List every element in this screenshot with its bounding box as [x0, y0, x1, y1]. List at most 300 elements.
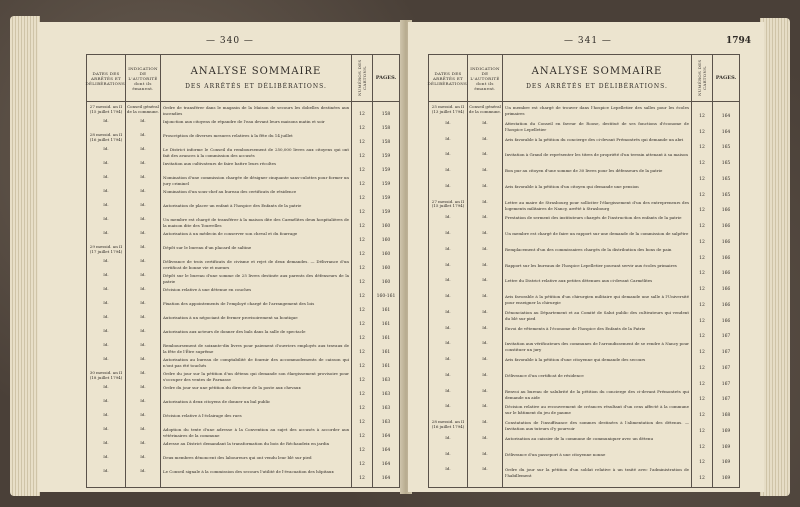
row-summary: Nomination d'un sous-chef au bureau des certificats de résidence: [163, 189, 297, 194]
row-date: Id.: [103, 328, 109, 333]
row-authority: Id.: [482, 119, 488, 125]
row-summary: Avis favorable à la pétition d'une citoyenne qui demande des secours: [505, 357, 646, 362]
row-authority: Id.: [140, 426, 146, 431]
row-summary: Bon pur au citoyen d'une somme de 30 livres pour les défenseurs de la patrie: [505, 168, 663, 173]
row-authority: Id.: [482, 261, 488, 267]
row-date: Id.: [103, 412, 109, 417]
row-date: 28 messid. an II (16 juillet 1794): [89, 132, 123, 142]
row-page-number: 160-161: [376, 294, 396, 299]
row-authority: Id.: [482, 293, 488, 298]
row-date: Id.: [103, 440, 109, 445]
table-row: [429, 404, 739, 420]
row-date: Id.: [445, 135, 451, 141]
row-summary: Autorisation au caissier de la commune de communiquer avec un détenu: [505, 435, 654, 441]
numeros-column-header: [352, 55, 372, 101]
row-authority: Id.: [482, 151, 488, 157]
row-authority: Id.: [140, 272, 146, 277]
row-carton-number: 12: [359, 336, 365, 341]
row-date: 28 messid. an II (16 juillet 1794): [431, 419, 465, 429]
row-page-number: 169: [721, 460, 731, 466]
row-summary: Lettre du District relative aux petites détenues aux ci-devant Carmélites: [505, 278, 653, 284]
row-page-number: 166: [721, 271, 731, 277]
row-summary: Renvoi au bureau de salubrité de la pétition du concierge des ci-devant Prémontrés qui demande un aide: [505, 388, 689, 400]
row-page-number: 164: [381, 448, 391, 453]
row-summary: Adoption du texte d'une adresse à la Convention au sujet des accusés à accorder aux vétérinaires de la commune: [163, 427, 349, 438]
table-row: [429, 389, 739, 405]
row-summary: Un membre est chargé de faire un rapport sur une demande de la commission de salpêtre: [505, 231, 689, 236]
dates-column-header: DATES DES ARRÊTÉS ET DÉLIBÉRATIONS.: [85, 70, 127, 86]
row-date: Id.: [103, 468, 109, 473]
row-authority: Id.: [140, 370, 146, 375]
row-carton-number: 12: [359, 238, 365, 243]
row-date: Id.: [445, 151, 451, 157]
row-date: Id.: [103, 384, 109, 389]
row-summary: Le Conseil signale à la commission des secours l'utilité de l'évacuation des hôpitaux: [163, 469, 334, 474]
row-authority: Id.: [482, 403, 488, 409]
row-page-number: 158: [381, 140, 391, 145]
row-date: Id.: [103, 342, 109, 347]
table-row: [87, 161, 399, 175]
row-page-number: 168: [721, 413, 731, 418]
row-authority: Id.: [482, 230, 488, 235]
row-carton-number: 12: [359, 224, 365, 229]
row-date: Id.: [103, 216, 109, 221]
row-summary: Deux membres dénoncent des laboureurs qui ont vendu leur blé sur pied: [163, 455, 312, 460]
row-page-number: 164: [721, 113, 731, 119]
row-page-number: 165: [721, 176, 731, 182]
table-row: [87, 301, 399, 315]
row-authority: Id.: [140, 244, 146, 249]
row-carton-number: 12: [699, 428, 705, 434]
row-authority: Id.: [482, 434, 488, 440]
row-page-number: 163: [381, 378, 391, 383]
row-summary: Délivrance d'un certificat de résidence: [505, 372, 584, 378]
row-date: Id.: [445, 167, 451, 172]
row-carton-number: 12: [699, 239, 705, 245]
row-carton-number: 12: [699, 161, 705, 166]
row-carton-number: 12: [359, 266, 365, 271]
row-date: Id.: [445, 434, 451, 440]
row-summary: Envoi de vêtements à l'économe de l'hospice des Enfants de la Patrie: [505, 325, 646, 331]
row-summary: Attestation du Conseil en faveur de Roose, destitué de ses fonctions d'économe de l'hospice Lepelletier: [505, 120, 689, 132]
page-number: — 341 —: [564, 36, 612, 46]
row-summary: Décision relative à une détenue en couches: [163, 287, 252, 292]
row-page-number: 160: [381, 266, 391, 271]
row-carton-number: 12: [359, 364, 365, 369]
table-header: [429, 55, 739, 102]
row-carton-number: 12: [699, 334, 705, 340]
row-page-number: 166: [721, 287, 731, 292]
row-page-number: 161: [381, 350, 391, 355]
row-page-number: 158: [381, 126, 391, 131]
row-authority: Id.: [140, 286, 146, 291]
table-row: [87, 385, 399, 399]
row-page-number: 166: [721, 239, 731, 245]
row-authority: Id.: [140, 160, 146, 165]
row-page-number: 165: [721, 161, 731, 166]
table-row: [429, 200, 739, 216]
row-summary: Décision relative au recouvrement de créances résultant d'un cens affecté à la commune sur le bâtiment du jeu de paume: [505, 404, 689, 416]
row-authority: Id.: [140, 216, 146, 221]
table-row: [429, 137, 739, 153]
row-carton-number: 12: [359, 322, 365, 327]
table-row: [429, 231, 739, 247]
row-date: Id.: [445, 119, 451, 125]
row-carton-number: 12: [359, 476, 365, 481]
table-row: [429, 278, 739, 294]
row-carton-number: 12: [359, 140, 365, 145]
row-date: Id.: [103, 454, 109, 459]
row-summary: Dénonciation au Département et au Comité de Salut public des cultivateurs qui vendent du blé sur pied: [505, 309, 689, 321]
right-page: [408, 22, 764, 492]
row-summary: Autorisation au bureau de comptabilité de fournir des accommodements de caisson qui n'ont pas été touchés: [163, 357, 349, 368]
table-row: [87, 133, 399, 147]
row-authority: Id.: [140, 174, 146, 179]
row-authority: Id.: [140, 342, 146, 347]
row-carton-number: 12: [699, 224, 705, 229]
row-date: Id.: [445, 230, 451, 235]
row-date: Id.: [103, 258, 109, 263]
table-row: [429, 310, 739, 326]
row-page-number: 163: [381, 406, 391, 411]
table-row: [87, 287, 399, 301]
table-row: [429, 168, 739, 184]
row-authority: Id.: [482, 277, 488, 283]
row-authority: Id.: [482, 387, 488, 393]
row-date: Id.: [103, 426, 109, 431]
row-authority: Id.: [482, 167, 488, 172]
row-date: Id.: [445, 324, 451, 330]
row-authority: Conseil général de la commune.: [126, 104, 160, 114]
row-carton-number: 12: [699, 255, 705, 261]
register-table: [428, 54, 740, 488]
row-date: Id.: [445, 356, 451, 361]
row-date: Id.: [103, 286, 109, 291]
row-date: Id.: [103, 398, 109, 403]
row-authority: Id.: [140, 258, 146, 263]
row-summary: Un membre est chargé de trouver dans l'hospice Lepelletier des salles pour les écoles primaires: [505, 105, 689, 116]
row-page-number: 166: [721, 208, 731, 214]
row-page-number: 169: [721, 476, 731, 481]
row-summary: Proscription de diverses mesures relatives à la fête du 14 juillet: [163, 133, 293, 138]
row-date: Id.: [445, 293, 451, 298]
row-authority: Id.: [482, 356, 488, 361]
table-row: [429, 373, 739, 389]
row-summary: Ordre de transférer dans le magasin de la Maison de secours les dobelles destinées aux incendies: [163, 105, 349, 116]
row-date: Id.: [103, 272, 109, 277]
row-page-number: 165: [721, 192, 731, 198]
row-authority: Id.: [140, 412, 146, 417]
numeros-label: NUMÉROS DES CARTONS.: [697, 59, 707, 97]
analysis-title: ANALYSE SOMMAIRE: [190, 66, 322, 77]
row-page-number: 164: [381, 434, 391, 439]
row-authority: Id.: [482, 198, 488, 204]
row-authority: Id.: [140, 118, 146, 123]
row-summary: Avis favorable à la pétition du concierge des ci-devant Prémontrés qui demande un abri: [505, 136, 684, 142]
row-summary: Invitation aux cultivateurs de faire battre leurs récoltes: [163, 161, 277, 166]
row-summary: Remplacement d'un des commissaires chargés de la distribution des bons de pain: [505, 246, 672, 252]
row-authority: Id.: [482, 466, 488, 472]
row-date: Id.: [103, 160, 109, 165]
row-carton-number: 12: [359, 434, 365, 439]
table-row: [429, 215, 739, 231]
row-summary: Nomination d'une commission chargée de désigner cinquante sans-culottes pour former un jury criminel: [163, 175, 349, 186]
row-summary: Invitation aux vérificateurs des communes de l'arrondissement de se rendre à Nancy pour constituer un jury: [505, 341, 689, 353]
row-page-number: 161: [381, 308, 391, 313]
row-page-number: 169: [721, 428, 731, 434]
row-authority: Id.: [140, 230, 146, 235]
row-date: Id.: [445, 371, 451, 377]
row-authority: Conseil général de la commune.: [468, 104, 502, 114]
row-date: Id.: [445, 308, 451, 314]
pages-column-header: PAGES.: [715, 75, 737, 81]
row-page-number: 167: [721, 397, 731, 403]
row-carton-number: 12: [359, 112, 365, 117]
row-summary: Un membre est chargé de transférer à la maison dite des Carmélites deux hospitalières de la maison dite des Tourrelles: [163, 217, 349, 228]
row-date: Id.: [103, 356, 109, 361]
row-page-number: 160: [381, 224, 391, 229]
row-carton-number: 12: [699, 413, 705, 418]
row-page-number: 167: [721, 365, 731, 371]
table-row: [87, 203, 399, 217]
row-page-number: 167: [721, 350, 731, 355]
table-row: [87, 371, 399, 385]
row-carton-number: 12: [359, 252, 365, 257]
row-date: Id.: [445, 466, 451, 472]
table-row: [429, 184, 739, 200]
table-row: [87, 455, 399, 469]
row-date: Id.: [445, 403, 451, 409]
table-row: [87, 413, 399, 427]
row-page-number: 166: [721, 302, 731, 308]
analysis-title: ANALYSE SOMMAIRE: [531, 66, 663, 77]
row-carton-number: 12: [699, 176, 705, 182]
table-row: [87, 105, 399, 119]
dates-column-header: DATES DES ARRÊTÉS ET DÉLIBÉRATIONS.: [427, 70, 469, 86]
row-authority: Id.: [482, 340, 488, 346]
row-summary: Le District informe le Conseil du remboursement de 250,000 livres aux citoyens qui ont fait des avances à la commission des accusés: [163, 147, 349, 158]
row-carton-number: 12: [699, 318, 705, 324]
table-row: [429, 436, 739, 452]
row-carton-number: 12: [699, 271, 705, 277]
page-number: — 340 —: [206, 36, 254, 46]
row-date: Id.: [445, 387, 451, 393]
register-table: [86, 54, 400, 488]
row-summary: Injonction aux citoyens de répandre de l'eau devant leurs maisons matin et soir: [163, 119, 325, 124]
table-row: [429, 326, 739, 342]
table-row: [87, 119, 399, 133]
row-summary: Ordre du jour sur la pétition d'un détenu qui demande son élargissement provisoire pour s'occuper des ventes de Parnasse: [163, 371, 349, 382]
row-page-number: 159: [381, 182, 391, 187]
table-row: [429, 452, 739, 468]
row-summary: Autorisation à deux citoyens de donner un bal public: [163, 399, 271, 404]
row-page-number: 169: [721, 444, 731, 450]
year-marker: 1794: [726, 36, 752, 46]
row-summary: Rapport sur les bureaux de l'hospice Lepelletier pouvant servir aux écoles primaires: [505, 262, 677, 268]
row-carton-number: 12: [699, 381, 705, 387]
row-page-number: 161: [381, 364, 391, 369]
analysis-subtitle: DES ARRÊTÉS ET DÉLIBÉRATIONS.: [526, 83, 668, 90]
row-page-number: 161: [381, 336, 391, 341]
table-row: [87, 231, 399, 245]
row-authority: Id.: [140, 356, 146, 361]
table-row: [429, 294, 739, 310]
row-authority: Id.: [140, 202, 146, 207]
row-summary: Ordre du jour sur la pétition d'un soldat relative à un traité avec l'administration de l'habillement: [505, 467, 689, 479]
row-date: 25 messid. an II (13 juillet 1794): [431, 104, 465, 114]
table-row: [87, 315, 399, 329]
row-authority: Id.: [482, 182, 488, 188]
row-page-number: 166: [721, 318, 731, 324]
row-authority: Id.: [140, 132, 146, 137]
row-page-number: 158: [381, 112, 391, 117]
row-carton-number: 12: [699, 208, 705, 214]
row-authority: Id.: [482, 419, 488, 424]
table-row: [87, 245, 399, 259]
row-carton-number: 12: [359, 420, 365, 425]
row-summary: Délivrance de trois certificats de civisme et rejet de deux demandes. — Délivrance d'un certificat de bonne vie et mœurs: [163, 259, 349, 270]
table-row: [429, 105, 739, 121]
row-summary: Autorisation à un médecin de conserver son cheval et du fourrage: [163, 231, 298, 236]
row-date: 27 messid. an II (15 juillet 1794): [431, 198, 465, 209]
row-summary: Délivrance d'un passeport à une citoyenne nonne: [505, 451, 606, 457]
row-date: Id.: [445, 182, 451, 188]
table-row: [429, 357, 739, 373]
row-date: Id.: [103, 230, 109, 235]
pages-column-header: PAGES.: [375, 75, 397, 81]
row-date: Id.: [103, 146, 109, 151]
row-page-number: 160: [381, 238, 391, 243]
row-date: Id.: [103, 314, 109, 319]
row-authority: Id.: [140, 384, 146, 389]
table-row: [87, 329, 399, 343]
row-date: Id.: [103, 300, 109, 305]
row-authority: Id.: [140, 188, 146, 193]
row-page-number: 159: [381, 196, 391, 201]
indication-column-header: INDICATION DE L'AUTORITÉ dont ils émanent.: [470, 65, 500, 91]
table-row: [429, 420, 739, 436]
row-page-number: 164: [721, 129, 731, 135]
row-authority: Id.: [482, 135, 488, 141]
table-row: [87, 343, 399, 357]
row-page-number: 159: [381, 210, 391, 215]
row-page-number: 166: [721, 255, 731, 261]
row-carton-number: 12: [699, 302, 705, 308]
row-date: Id.: [103, 188, 109, 193]
row-authority: Id.: [140, 468, 146, 473]
table-row: [87, 357, 399, 371]
row-summary: Constatation de l'insuffisance des sommes destinées à l'alimentation des détenus. — Invitation aux tuteurs d'y pourvoir: [505, 420, 689, 431]
row-carton-number: 12: [359, 126, 365, 131]
row-carton-number: 12: [699, 287, 705, 292]
row-page-number: 159: [381, 168, 391, 173]
row-summary: Fixation des appointements de l'employé chargé de l'arrangement des lois: [163, 301, 315, 306]
row-carton-number: 12: [359, 350, 365, 355]
numeros-label: NUMÉROS DES CARTONS.: [357, 59, 367, 97]
table-row: [429, 263, 739, 279]
row-summary: Dépôt sur le bureau d'un placard de saltine: [163, 245, 252, 250]
table-row: [87, 469, 399, 483]
row-page-number: 159: [381, 154, 391, 159]
row-page-number: 164: [381, 476, 391, 481]
table-row: [87, 441, 399, 455]
row-date: Id.: [103, 202, 109, 207]
row-authority: Id.: [140, 398, 146, 403]
table-row: [87, 273, 399, 287]
row-carton-number: 12: [359, 406, 365, 411]
row-carton-number: 12: [699, 460, 705, 466]
table-row: [87, 399, 399, 413]
row-carton-number: 12: [699, 145, 705, 151]
row-date: 29 messid. an II (17 juillet 1794): [89, 244, 123, 254]
analysis-subtitle: DES ARRÊTÉS ET DÉLIBÉRATIONS.: [185, 83, 327, 90]
row-page-number: 164: [381, 462, 391, 467]
row-summary: Dépôt sur le bureau d'une somme de 25 livres destinée aux parents des défenseurs de la patrie: [163, 273, 349, 284]
row-summary: Remboursement de soixante-dix livres pour paiement d'ouvriers employés aux travaux de la fête de l'Être suprême: [163, 343, 349, 354]
row-carton-number: 12: [699, 113, 705, 119]
row-carton-number: 12: [699, 397, 705, 403]
row-carton-number: 12: [699, 444, 705, 450]
row-carton-number: 12: [359, 168, 365, 173]
row-date: Id.: [445, 450, 451, 456]
row-summary: Autorisation aux acteurs de donner des bals dans la salle de spectacle: [163, 329, 306, 334]
table-row: [429, 152, 739, 168]
page-edges-right: [760, 18, 790, 496]
row-carton-number: 12: [359, 448, 365, 453]
row-authority: Id.: [482, 214, 488, 220]
table-row: [87, 259, 399, 273]
row-date: Id.: [445, 340, 451, 346]
numeros-column-header: [692, 55, 712, 101]
table-row: [429, 121, 739, 137]
row-carton-number: 12: [359, 280, 365, 285]
row-summary: Invitation à Grand de représenter les titres de propriété d'un terrain attenant à sa maison: [505, 152, 689, 158]
row-date: Id.: [103, 118, 109, 123]
row-carton-number: 12: [699, 365, 705, 371]
table-row: [87, 427, 399, 441]
row-page-number: 160: [381, 252, 391, 257]
row-authority: Id.: [482, 308, 488, 314]
table-header: [87, 55, 399, 102]
row-carton-number: 12: [359, 392, 365, 397]
table-row: [429, 247, 739, 263]
row-carton-number: 12: [699, 129, 705, 135]
row-date: Id.: [445, 277, 451, 283]
row-carton-number: 12: [359, 154, 365, 159]
table-row: [87, 217, 399, 231]
row-page-number: 166: [721, 224, 731, 229]
row-summary: Avis favorable à la pétition d'un chirurgien militaire qui demande une salle à l'Université pour enseigner la chirurgie: [505, 294, 689, 305]
row-carton-number: 12: [359, 182, 365, 187]
row-carton-number: 12: [359, 196, 365, 201]
page-edges-left: [10, 16, 40, 496]
row-date: 30 messid. an II (18 juillet 1794): [89, 370, 123, 380]
row-date: Id.: [445, 261, 451, 267]
row-summary: Prestation de serment des instituteurs chargés de l'instruction des enfants de la patrie: [505, 215, 682, 221]
row-page-number: 165: [721, 145, 731, 151]
row-carton-number: 12: [359, 308, 365, 313]
row-summary: Autorisation de placer un enfant à l'hospice des Enfants de la patrie: [163, 203, 302, 208]
row-authority: Id.: [482, 371, 488, 377]
row-page-number: 161: [381, 322, 391, 327]
row-carton-number: 12: [359, 462, 365, 467]
title-column-header: [503, 55, 691, 101]
row-carton-number: 12: [359, 294, 365, 299]
row-authority: Id.: [140, 300, 146, 305]
table-row: [429, 467, 739, 483]
table-row: [429, 341, 739, 357]
row-authority: Id.: [140, 328, 146, 333]
